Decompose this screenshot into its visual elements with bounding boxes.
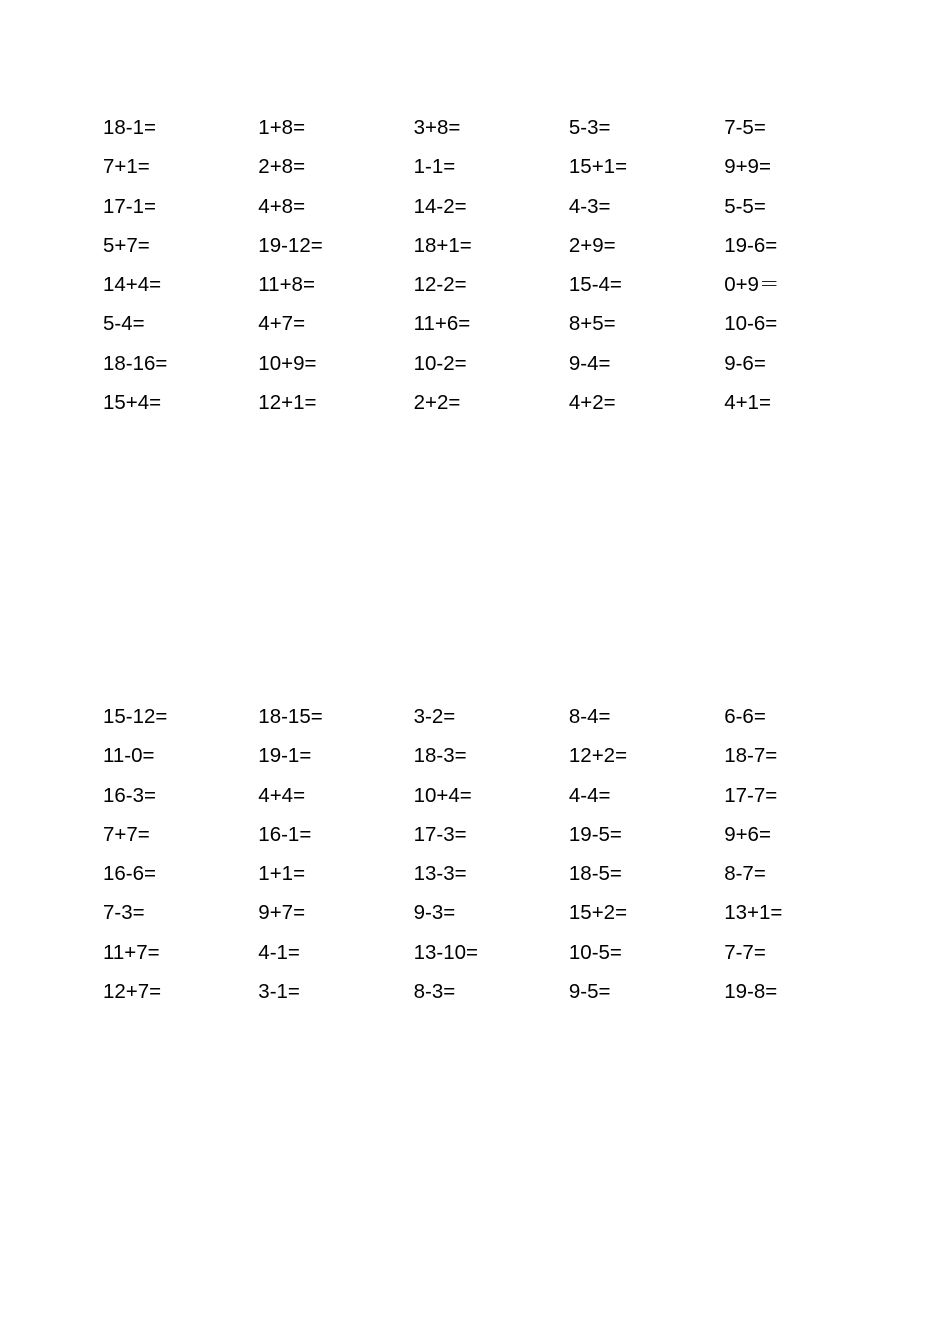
arithmetic-problem: 1+8= [258, 116, 306, 139]
arithmetic-problem: 7+7= [103, 822, 150, 846]
arithmetic-problem: 7-3= [103, 901, 145, 925]
arithmetic-problem: 17-3= [413, 822, 467, 846]
arithmetic-problem: 7+1= [103, 155, 150, 179]
arithmetic-problem: 15+1= [568, 155, 628, 179]
arithmetic-problem: 15-4= [568, 273, 622, 297]
arithmetic-problem: 14+4= [103, 273, 162, 297]
arithmetic-problem: 15+4= [103, 391, 162, 415]
arithmetic-problem: 17-7= [724, 783, 778, 807]
arithmetic-problem: 2+9= [568, 233, 616, 257]
arithmetic-problem: 4+4= [258, 783, 306, 807]
arithmetic-problem: 4-4= [568, 783, 611, 807]
arithmetic-problem: 5-3= [568, 116, 611, 139]
arithmetic-problem: 8-7= [724, 862, 766, 886]
arithmetic-problem: 4-3= [568, 194, 611, 218]
arithmetic-problem: 8+5= [568, 312, 616, 336]
problem-row [103, 901, 903, 940]
problem-row [103, 195, 903, 234]
problem-row [103, 823, 903, 862]
arithmetic-problem: 10+9= [258, 351, 317, 375]
arithmetic-problem: 11+8= [258, 273, 315, 297]
arithmetic-problem: 5-5= [724, 194, 766, 218]
arithmetic-problem: 9+9= [724, 155, 771, 179]
arithmetic-problem: 18-5= [568, 862, 622, 886]
arithmetic-problem: 19-8= [724, 980, 778, 1004]
arithmetic-problem: 15-12= [103, 705, 168, 728]
problem-row [103, 941, 903, 980]
arithmetic-problem: 9-6= [724, 351, 766, 375]
arithmetic-problem: 8-3= [413, 980, 456, 1004]
arithmetic-problem: 9+6= [724, 822, 771, 846]
arithmetic-problem: 9-4= [568, 351, 611, 375]
arithmetic-problem: 18-1= [103, 116, 157, 139]
arithmetic-problem: 16-3= [103, 783, 157, 807]
arithmetic-problem: 12+7= [103, 980, 162, 1004]
arithmetic-problem: 4-1= [258, 940, 300, 964]
arithmetic-problem: 19-6= [724, 233, 778, 257]
arithmetic-problem: 11-0= [103, 744, 155, 768]
arithmetic-problem: 2+8= [258, 155, 306, 179]
problem-row [103, 705, 903, 744]
arithmetic-problem: 9-3= [413, 901, 456, 925]
arithmetic-problem: 10+4= [413, 783, 472, 807]
problem-block-1 [103, 116, 903, 430]
arithmetic-problem: 16-1= [258, 822, 312, 846]
problem-row [103, 312, 903, 351]
arithmetic-problem: 13-3= [413, 862, 467, 886]
problem-row [103, 391, 903, 430]
problem-block-2 [103, 705, 903, 1019]
problem-row [103, 155, 903, 194]
arithmetic-problem: 5-4= [103, 312, 145, 336]
problem-row [103, 744, 903, 783]
arithmetic-problem: 11+7= [103, 940, 160, 964]
arithmetic-problem: 18-7= [724, 744, 778, 768]
arithmetic-problem: 16-6= [103, 862, 157, 886]
arithmetic-problem: 5+7= [103, 233, 150, 257]
arithmetic-problem: 1-1= [413, 155, 456, 179]
arithmetic-problem: 15+2= [568, 901, 628, 925]
problem-row [103, 784, 903, 823]
arithmetic-problem: 18-15= [258, 705, 323, 728]
arithmetic-problem: 3+8= [413, 116, 461, 139]
arithmetic-problem: 12+2= [568, 744, 628, 768]
arithmetic-problem: 7-7= [724, 940, 766, 964]
arithmetic-problem: 8-4= [568, 705, 611, 728]
problem-row [103, 116, 903, 155]
arithmetic-problem: 12+1= [258, 391, 317, 415]
arithmetic-problem: 18+1= [413, 233, 472, 257]
arithmetic-problem: 3-1= [258, 980, 300, 1004]
arithmetic-problem: 4+8= [258, 194, 306, 218]
arithmetic-problem: 9+7= [258, 901, 306, 925]
arithmetic-problem: 4+1= [724, 391, 771, 415]
arithmetic-problem: 6-6= [724, 705, 766, 728]
arithmetic-problem: 11+6= [413, 312, 471, 336]
arithmetic-problem: 19-12= [258, 233, 323, 257]
arithmetic-problem: 3-2= [413, 705, 456, 728]
problem-row [103, 862, 903, 901]
arithmetic-problem: 4+2= [568, 391, 616, 415]
problem-row [103, 234, 903, 273]
arithmetic-problem: 13+1= [724, 901, 783, 925]
arithmetic-problem: 10-6= [724, 312, 778, 336]
arithmetic-problem: 1+1= [258, 862, 306, 886]
arithmetic-problem: 12-2= [413, 273, 467, 297]
arithmetic-problem: 19-1= [258, 744, 312, 768]
problem-row [103, 980, 903, 1019]
arithmetic-problem: 19-5= [568, 822, 622, 846]
problem-row [103, 352, 903, 391]
arithmetic-problem: 14-2= [413, 194, 467, 218]
arithmetic-problem: 18-3= [413, 744, 467, 768]
arithmetic-problem: 7-5= [724, 116, 766, 139]
arithmetic-problem: 0+9＝ [724, 273, 780, 297]
arithmetic-problem: 17-1= [103, 194, 157, 218]
arithmetic-problem: 4+7= [258, 312, 306, 336]
problem-row [103, 273, 903, 312]
arithmetic-problem: 2+2= [413, 391, 461, 415]
arithmetic-problem: 13-10= [413, 940, 478, 964]
arithmetic-problem: 9-5= [568, 980, 611, 1004]
arithmetic-problem: 10-5= [568, 940, 622, 964]
arithmetic-problem: 10-2= [413, 351, 467, 375]
arithmetic-problem: 18-16= [103, 351, 168, 375]
